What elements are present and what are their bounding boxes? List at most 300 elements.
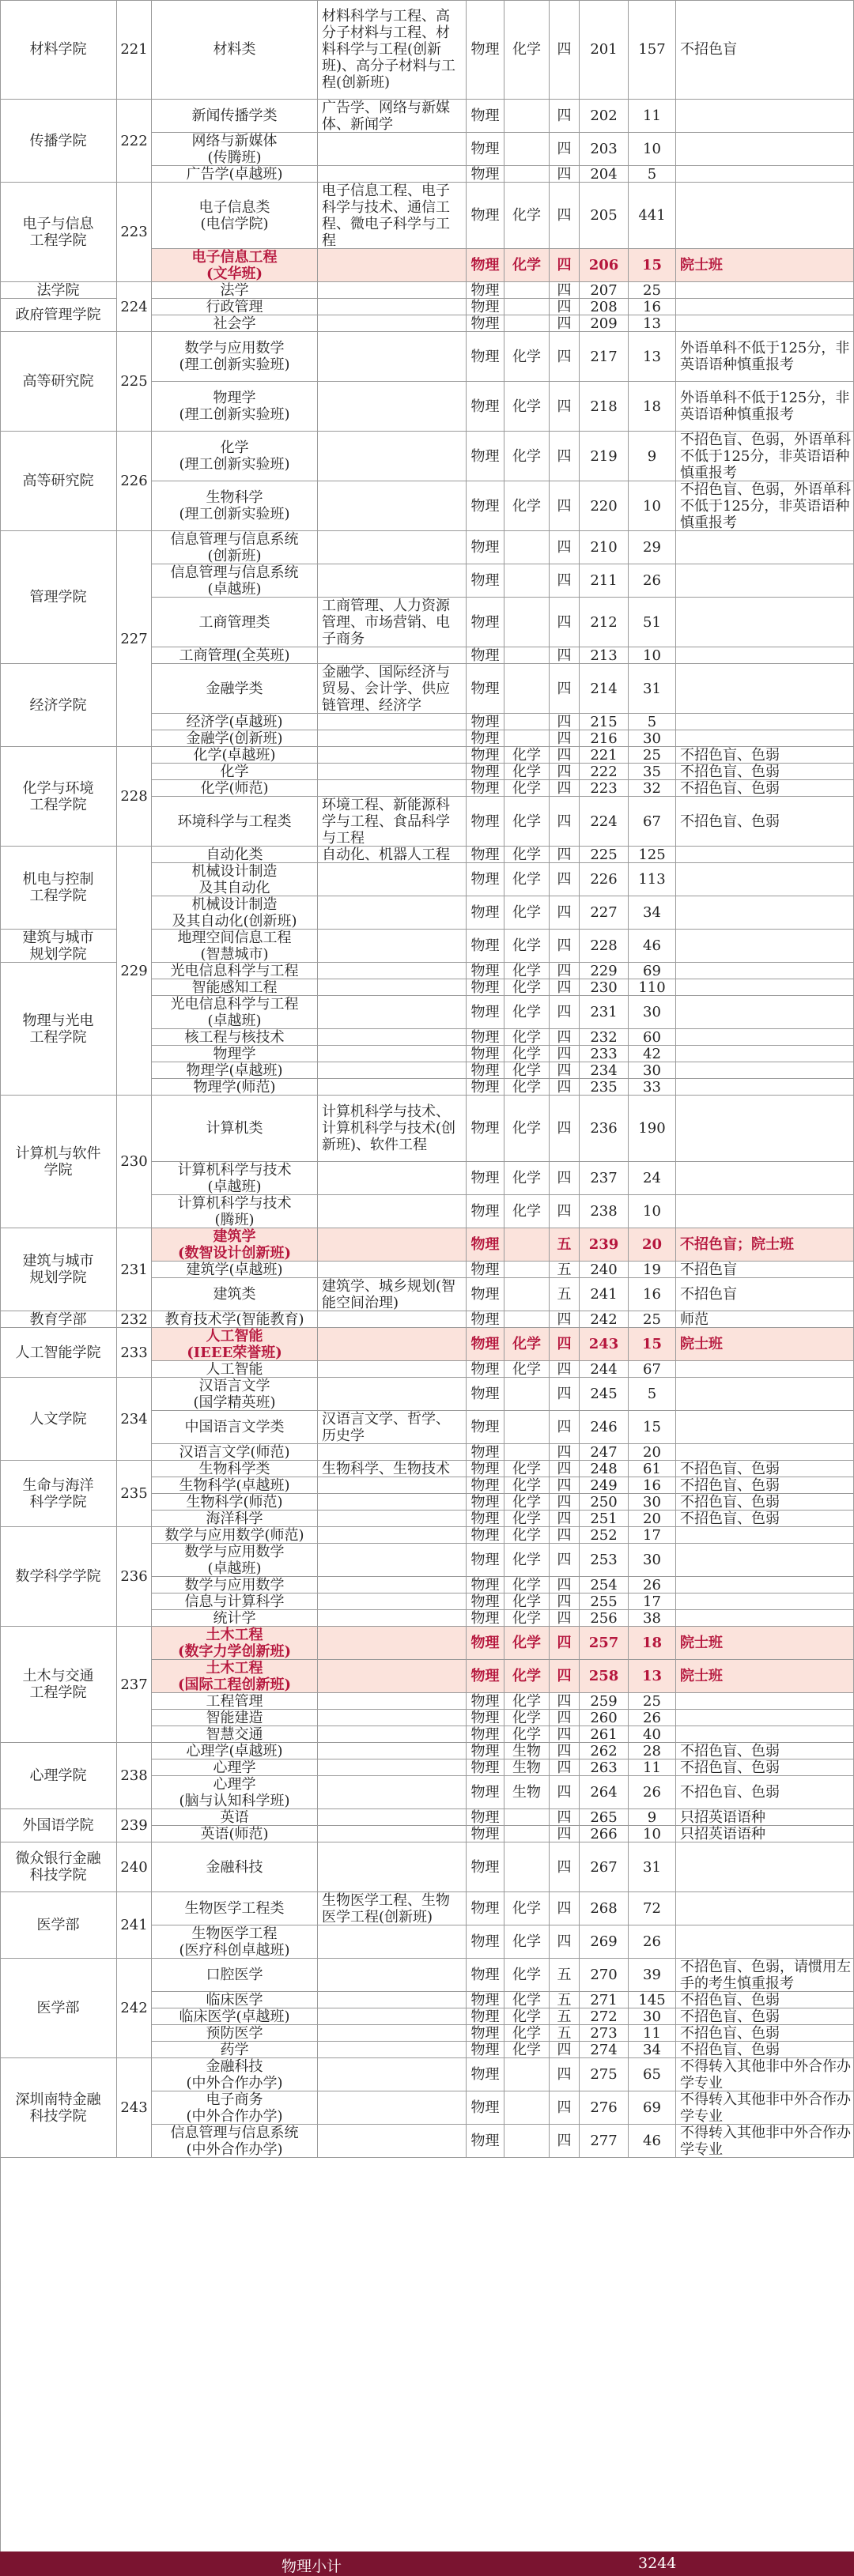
major-code-cell	[580, 1593, 629, 1610]
note-cell	[676, 764, 854, 780]
subject-second-cell	[504, 1477, 550, 1494]
college-cell-text: 微众银行金融 科技学院	[15, 1850, 101, 1884]
years-cell-text: 四	[557, 1170, 572, 1186]
note-cell	[676, 1776, 854, 1809]
plan-count-cell	[629, 1627, 676, 1660]
sub-major-cell	[318, 282, 467, 299]
note-cell-text: 不招色盲、色弱	[680, 1759, 780, 1776]
major-cell	[152, 664, 318, 714]
sub-major-cell	[318, 2042, 467, 2058]
subject-first-cell	[467, 1743, 504, 1759]
subject-first-cell-text: 物理	[470, 1635, 500, 1651]
major-cell-text: 智慧交通	[206, 1726, 263, 1743]
plan-count-cell-text: 65	[643, 2066, 661, 2083]
plan-count-cell	[629, 282, 676, 299]
years-cell-text: 四	[557, 497, 572, 515]
plan-count-cell-text: 19	[643, 1262, 661, 1278]
subject-second-cell	[504, 1096, 550, 1162]
major-cell-text: 生物科学类	[198, 1461, 270, 1477]
sub-major-cell	[318, 2125, 467, 2158]
years-cell	[550, 1660, 580, 1693]
plan-count-cell	[629, 664, 676, 714]
major-code-cell-text: 267	[590, 1858, 618, 1876]
group-code-cell	[117, 332, 152, 432]
major-code-cell	[580, 1842, 629, 1892]
college-cell	[0, 1809, 117, 1842]
major-cell	[152, 1776, 318, 1809]
note-cell	[676, 1593, 854, 1610]
plan-count-cell	[629, 1328, 676, 1361]
note-cell	[676, 1892, 854, 1925]
plan-count-cell	[629, 2042, 676, 2058]
major-cell	[152, 1809, 318, 1826]
major-cell-text: 金融学类	[206, 680, 263, 697]
plan-count-cell-text: 33	[643, 1079, 661, 1096]
note-cell	[676, 2042, 854, 2058]
plan-count-cell-text: 13	[643, 315, 661, 332]
subject-first-cell-text: 物理	[470, 315, 500, 332]
major-code-cell-text: 237	[590, 1170, 618, 1186]
major-code-cell	[580, 896, 629, 930]
note-cell	[676, 1461, 854, 1477]
major-cell	[152, 1660, 318, 1693]
note-cell	[676, 564, 854, 598]
subject-first-cell	[467, 896, 504, 930]
note-cell-text: 不招色盲	[680, 1286, 737, 1303]
subject-first-cell-text: 物理	[470, 257, 500, 273]
note-cell	[676, 1311, 854, 1328]
plan-count-cell	[629, 896, 676, 930]
note-cell	[676, 1262, 854, 1278]
plan-count-cell-text: 30	[643, 1494, 661, 1511]
plan-count-cell-text: 441	[638, 207, 666, 224]
years-cell	[550, 1743, 580, 1759]
group-code-cell-text: 226	[120, 473, 148, 489]
note-cell	[676, 2025, 854, 2042]
plan-count-cell	[629, 1593, 676, 1610]
plan-count-cell	[629, 797, 676, 847]
subject-first-cell	[467, 1444, 504, 1461]
major-cell-text: 新闻传播学类	[191, 107, 278, 124]
major-code-cell-text: 235	[590, 1079, 618, 1096]
major-code-cell	[580, 1328, 629, 1361]
major-code-cell	[580, 1660, 629, 1693]
years-cell	[550, 963, 580, 979]
major-code-cell-text: 211	[590, 572, 618, 589]
major-cell-text: 生物科学(师范)	[186, 1494, 283, 1511]
subject-first-cell	[467, 1096, 504, 1162]
subject-first-cell-text: 物理	[470, 1759, 500, 1776]
subject-second-cell	[504, 1361, 550, 1378]
plan-count-cell-text: 26	[643, 572, 661, 589]
subject-first-cell	[467, 797, 504, 847]
sub-major-cell	[318, 996, 467, 1029]
major-cell-text: 建筑类	[213, 1286, 256, 1303]
plan-count-cell	[629, 382, 676, 432]
major-cell-text: 金融科技 (中外合作办学)	[186, 2058, 283, 2091]
years-cell	[550, 2025, 580, 2042]
subject-first-cell-text: 物理	[470, 1693, 500, 1710]
years-cell-text: 四	[557, 107, 572, 124]
major-code-cell-text: 203	[590, 141, 618, 157]
college-cell-text: 建筑与城市 规划学院	[22, 1253, 94, 1286]
subject-second-cell	[504, 930, 550, 963]
subject-second-cell	[504, 1842, 550, 1892]
years-cell	[550, 133, 580, 166]
subject-first-cell-text: 物理	[470, 1203, 500, 1220]
note-cell-text: 不招色盲、色弱	[680, 1494, 780, 1511]
years-cell	[550, 249, 580, 282]
major-code-cell	[580, 863, 629, 896]
sub-major-cell	[318, 2091, 467, 2125]
major-code-cell	[580, 1361, 629, 1378]
years-cell-text: 四	[557, 1336, 572, 1352]
plan-count-cell	[629, 1693, 676, 1710]
subject-first-cell-text: 物理	[470, 1236, 500, 1253]
sub-major-cell-text: 计算机科学与技术、计算机科学与技术(创新班)、软件工程	[322, 1103, 456, 1153]
group-code-cell-text: 225	[120, 373, 148, 390]
sub-major-cell	[318, 1361, 467, 1378]
major-cell-text: 数学与应用数学	[184, 1577, 285, 1593]
major-cell-text: 工商管理类	[198, 613, 270, 631]
major-code-cell	[580, 647, 629, 664]
sub-major-cell	[318, 1444, 467, 1461]
major-cell	[152, 1195, 318, 1228]
subject-second-cell	[504, 780, 550, 797]
major-code-cell-text: 247	[590, 1444, 618, 1461]
subject-first-cell-text: 物理	[470, 299, 500, 315]
years-cell	[550, 481, 580, 531]
years-cell	[550, 780, 580, 797]
major-code-cell	[580, 598, 629, 647]
subject-second-cell-text: 化学	[512, 1635, 541, 1651]
years-cell-text: 四	[557, 1900, 572, 1917]
subject-first-cell	[467, 299, 504, 315]
sub-major-cell	[318, 183, 467, 249]
note-cell-text: 只招英语语种	[680, 1809, 765, 1826]
years-cell-text: 四	[557, 1577, 572, 1593]
note-cell-text: 不招色盲、色弱	[680, 2008, 780, 2025]
subject-second-cell-text: 化学	[512, 1361, 541, 1378]
subject-first-cell	[467, 1544, 504, 1577]
subject-first-cell-text: 物理	[470, 764, 500, 780]
major-code-cell-text: 271	[590, 1992, 618, 2008]
plan-count-cell-text: 113	[638, 871, 666, 888]
major-cell	[152, 1842, 318, 1892]
note-cell	[676, 1660, 854, 1693]
major-cell-text: 核工程与核技术	[184, 1029, 285, 1046]
subject-first-cell-text: 物理	[470, 747, 500, 764]
subject-second-cell-text: 化学	[512, 1004, 541, 1020]
major-cell	[152, 2042, 318, 2058]
major-cell	[152, 1925, 318, 1959]
years-cell	[550, 1162, 580, 1195]
subject-second-cell-text: 化学	[512, 1477, 541, 1494]
group-code-cell	[117, 1461, 152, 1527]
group-code-cell-text: 236	[120, 1568, 148, 1585]
subject-first-cell-text: 物理	[470, 539, 500, 556]
college-cell-text: 生命与海洋 科学学院	[22, 1477, 94, 1511]
subject-first-cell	[467, 100, 504, 133]
sub-major-cell	[318, 1062, 467, 1079]
plan-count-cell-text: 51	[643, 613, 661, 631]
plan-count-cell	[629, 930, 676, 963]
sub-major-cell	[318, 1278, 467, 1311]
note-cell-text: 不得转入其他非中外合作办学专业	[680, 2091, 851, 2125]
sub-major-cell	[318, 382, 467, 432]
subject-first-cell	[467, 1959, 504, 1992]
subject-second-cell	[504, 1162, 550, 1195]
note-cell	[676, 1826, 854, 1842]
plan-count-cell	[629, 183, 676, 249]
major-cell	[152, 1228, 318, 1262]
subject-first-cell	[467, 647, 504, 664]
sub-major-cell	[318, 481, 467, 531]
note-cell	[676, 1693, 854, 1710]
major-code-cell-text: 206	[588, 257, 619, 273]
major-code-cell-text: 257	[588, 1635, 619, 1651]
subject-first-cell	[467, 1461, 504, 1477]
subject-first-cell-text: 物理	[470, 1577, 500, 1593]
major-cell	[152, 747, 318, 764]
major-code-cell	[580, 1925, 629, 1959]
group-code-cell	[117, 183, 152, 282]
plan-count-cell-text: 20	[641, 1236, 663, 1253]
subject-second-cell-text: 化学	[512, 764, 541, 780]
plan-count-cell-text: 15	[641, 1336, 663, 1352]
plan-count-cell	[629, 1062, 676, 1079]
years-cell	[550, 730, 580, 747]
major-code-cell	[580, 1029, 629, 1046]
subject-first-cell	[467, 747, 504, 764]
plan-count-cell-text: 42	[643, 1046, 661, 1062]
note-cell	[676, 1992, 854, 2008]
subject-second-cell	[504, 183, 550, 249]
years-cell	[550, 100, 580, 133]
major-code-cell	[580, 1627, 629, 1660]
college-cell	[0, 332, 117, 432]
subject-first-cell-text: 物理	[470, 497, 500, 515]
note-cell	[676, 863, 854, 896]
group-code-cell	[117, 1842, 152, 1892]
group-code-cell-text: 230	[120, 1153, 148, 1170]
major-code-cell-text: 264	[590, 1784, 618, 1801]
major-code-cell	[580, 1096, 629, 1162]
sub-major-cell	[318, 2025, 467, 2042]
major-code-cell-text: 233	[590, 1046, 618, 1062]
major-code-cell	[580, 1079, 629, 1096]
years-cell	[550, 598, 580, 647]
subject-second-cell-text: 化学	[512, 348, 541, 365]
major-code-cell-text: 238	[590, 1203, 618, 1220]
subject-second-cell-text: 化学	[512, 813, 541, 830]
major-code-cell-text: 217	[590, 348, 618, 365]
note-cell-text: 外语单科不低于125分，非英语语种慎重报考	[680, 340, 850, 373]
years-cell-text: 四	[557, 2099, 572, 2116]
years-cell-text: 四	[557, 937, 572, 954]
note-cell	[676, 332, 854, 382]
note-cell	[676, 1627, 854, 1660]
subject-first-cell-text: 物理	[470, 1900, 500, 1917]
note-cell	[676, 963, 854, 979]
major-cell	[152, 382, 318, 432]
plan-count-cell-text: 17	[643, 1593, 661, 1610]
subject-second-cell-text: 化学	[512, 1511, 541, 1527]
college-cell-text: 土木与交通 工程学院	[22, 1668, 94, 1701]
major-code-cell	[580, 481, 629, 531]
years-cell	[550, 647, 580, 664]
major-cell	[152, 1378, 318, 1411]
group-code-cell-text: 221	[120, 41, 148, 58]
years-cell	[550, 1842, 580, 1892]
subject-first-cell	[467, 2042, 504, 2058]
major-code-cell	[580, 1959, 629, 1992]
note-cell	[676, 647, 854, 664]
sub-major-cell	[318, 1195, 467, 1228]
major-code-cell-text: 259	[590, 1693, 618, 1710]
note-cell-text: 不招色盲	[680, 1262, 737, 1278]
group-code-cell-text: 228	[120, 788, 148, 805]
major-code-cell	[580, 764, 629, 780]
major-cell-text: 计算机科学与技术 (腾班)	[177, 1195, 292, 1228]
plan-count-cell-text: 5	[647, 166, 657, 183]
plan-count-cell	[629, 1710, 676, 1726]
major-code-cell-text: 209	[590, 315, 618, 332]
plan-count-cell-text: 145	[638, 1992, 666, 2008]
major-code-cell	[580, 432, 629, 481]
sub-major-cell	[318, 1046, 467, 1062]
plan-count-cell	[629, 714, 676, 730]
major-code-cell	[580, 2125, 629, 2158]
major-cell	[152, 1892, 318, 1925]
major-cell-text: 土木工程 (数字力学创新班)	[177, 1627, 292, 1660]
group-code-cell-text: 232	[120, 1311, 148, 1328]
years-cell	[550, 1992, 580, 2008]
major-cell	[152, 1411, 318, 1444]
major-cell	[152, 1162, 318, 1195]
years-cell-text: 四	[557, 1029, 572, 1046]
years-cell-text: 五	[557, 1286, 572, 1303]
major-cell	[152, 896, 318, 930]
subject-first-cell-text: 物理	[470, 348, 500, 365]
major-cell-text: 建筑学 (数智设计创新班)	[177, 1228, 292, 1262]
subject-first-cell	[467, 1029, 504, 1046]
college-cell-text: 管理学院	[29, 589, 87, 605]
college-cell-text: 法学院	[36, 282, 80, 299]
college-cell-text: 医学部	[36, 2000, 80, 2016]
sub-major-cell	[318, 1577, 467, 1593]
major-code-cell-text: 245	[590, 1386, 618, 1402]
plan-count-cell-text: 18	[641, 1635, 663, 1651]
years-cell-text: 四	[557, 1784, 572, 1801]
plan-count-cell	[629, 299, 676, 315]
sub-major-cell	[318, 1693, 467, 1710]
subject-second-cell	[504, 1809, 550, 1826]
years-cell	[550, 1278, 580, 1311]
note-cell	[676, 1925, 854, 1959]
years-cell	[550, 863, 580, 896]
plan-count-cell-text: 9	[647, 447, 657, 465]
note-cell	[676, 166, 854, 183]
college-cell-text: 深圳南特金融 科技学院	[15, 2091, 101, 2125]
plan-count-cell-text: 16	[643, 1286, 661, 1303]
subject-second-cell	[504, 2091, 550, 2125]
major-cell-text: 物理学(卓越班)	[186, 1062, 283, 1079]
major-code-cell-text: 249	[590, 1477, 618, 1494]
major-code-cell-text: 258	[588, 1668, 619, 1684]
major-cell	[152, 481, 318, 531]
major-cell-text: 社会学	[213, 315, 256, 332]
plan-count-cell	[629, 1759, 676, 1776]
plan-count-cell	[629, 332, 676, 382]
subject-first-cell-text: 物理	[470, 1336, 500, 1352]
major-cell-text: 智能建造	[206, 1710, 263, 1726]
major-cell-text: 汉语言文学 (国学精英班)	[193, 1378, 276, 1411]
group-code-cell	[117, 1959, 152, 2058]
major-cell-text: 光电信息科学与工程	[170, 963, 299, 979]
plan-count-cell	[629, 1378, 676, 1411]
years-cell	[550, 166, 580, 183]
major-cell	[152, 166, 318, 183]
subject-first-cell-text: 物理	[470, 1668, 500, 1684]
major-code-cell-text: 253	[590, 1552, 618, 1568]
major-cell-text: 电子商务 (中外合作办学)	[186, 2091, 283, 2125]
major-cell-text: 数学与应用数学 (卓越班)	[184, 1544, 285, 1577]
years-cell-text: 四	[557, 647, 572, 664]
college-cell	[0, 1959, 117, 2058]
subject-first-cell	[467, 714, 504, 730]
years-cell-text: 四	[557, 41, 572, 58]
subject-second-cell	[504, 996, 550, 1029]
major-code-cell-text: 212	[590, 613, 618, 631]
note-cell	[676, 896, 854, 930]
plan-count-cell-text: 110	[638, 979, 666, 996]
major-code-cell-text: 228	[590, 937, 618, 954]
major-cell	[152, 282, 318, 299]
sub-major-cell-text: 金融学、国际经济与贸易、会计学、供应链管理、经济学	[322, 664, 450, 714]
major-code-cell	[580, 1228, 629, 1262]
major-cell	[152, 863, 318, 896]
sub-major-cell	[318, 647, 467, 664]
note-cell	[676, 315, 854, 332]
years-cell-text: 四	[557, 963, 572, 979]
plan-count-cell-text: 11	[643, 2025, 661, 2042]
major-cell-text: 生物科学(卓越班)	[179, 1477, 290, 1494]
plan-count-cell-text: 10	[643, 647, 661, 664]
group-code-cell-text: 222	[120, 132, 148, 149]
years-cell	[550, 1544, 580, 1577]
subject-second-cell	[504, 1062, 550, 1079]
subject-first-cell	[467, 1527, 504, 1544]
major-code-cell	[580, 1577, 629, 1593]
subject-first-cell-text: 物理	[470, 1461, 500, 1477]
plan-count-cell-text: 5	[647, 714, 657, 730]
major-code-cell	[580, 1046, 629, 1062]
subject-first-cell-text: 物理	[470, 613, 500, 631]
major-cell	[152, 1577, 318, 1593]
college-cell	[0, 747, 117, 847]
note-cell	[676, 531, 854, 564]
note-cell-text: 不招色盲、色弱	[680, 764, 780, 780]
group-code-cell-text: 237	[120, 1676, 148, 1693]
sub-major-cell	[318, 1162, 467, 1195]
subject-second-cell-text: 化学	[512, 1494, 541, 1511]
college-cell	[0, 1527, 117, 1627]
plan-count-cell-text: 46	[643, 937, 661, 954]
major-code-cell-text: 266	[590, 1826, 618, 1842]
group-code-cell-text: 234	[120, 1410, 148, 1428]
major-code-cell-text: 242	[590, 1311, 618, 1328]
